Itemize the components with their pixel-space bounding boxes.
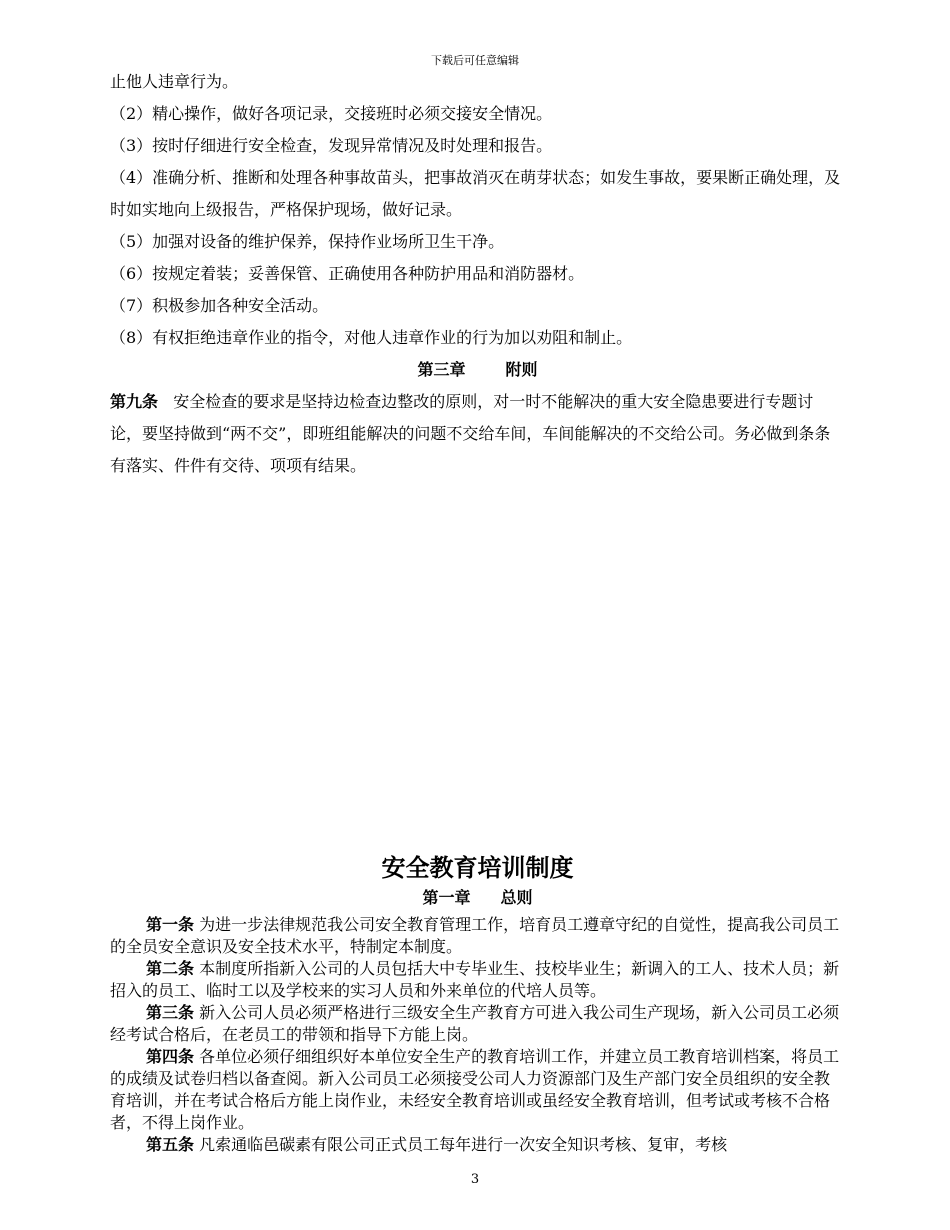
article-paragraph	[110, 958, 845, 1002]
article-paragraph	[110, 1134, 845, 1156]
list-item-6: （6）按规定着装；妥善保管、正确使用各种防护用品和消防器材。	[110, 264, 585, 283]
article-text: 安全检查的要求是坚持边检查边整改的原则，对一时不能解决的重大安全隐患要进行专题讨论，要坚持做到“两不交”，即班组能解决的问题不交给车间，车间能解决的不交给公司。务必做到条条有落实、件件有交待、项项有结果。	[110, 392, 831, 475]
article-text: 为进一步法律规范我公司安全教育管理工作，培育员工遵章守纪的自觉性，提高我公司员工的全员安全意识及安全技术水平，特制定本制度。	[110, 915, 840, 956]
article-paragraph	[110, 914, 845, 958]
article-label: 第五条	[146, 1135, 195, 1154]
article-text: 各单位必须仔细组织好本单位安全生产的教育培训工作，并建立员工教育培训档案，将员工的成绩及试卷归档以备查阅。新入公司员工必须接受公司人力资源部门及生产部门安全员组织的安全教育培训，并在考试合格后方能上岗作业，未经安全教育培训或虽经安全教育培训，但考试或考核不合格者，不得上岗作业。	[110, 1047, 840, 1132]
document-title: 安全教育培训制度	[381, 853, 574, 882]
list-item-4: （4）准确分析、推断和处理各种事故苗头，把事故消灭在萌芽状态；如发生事故，要果断正确处理，及时如实地向上级报告，严格保护现场，做好记录。	[110, 168, 841, 219]
article-label: 第三条	[146, 1003, 195, 1022]
previous-section-continuation	[110, 66, 845, 482]
article-paragraph	[110, 1002, 845, 1046]
list-item-3: （3）按时仔细进行安全检查，发现异常情况及时处理和报告。	[110, 136, 553, 155]
article-paragraph	[110, 1046, 845, 1134]
list-item-8: （8）有权拒绝违章作业的指令，对他人违章作业的行为加以劝阻和制止。	[110, 328, 633, 347]
paragraph-line: 止他人违章行为。	[110, 72, 239, 91]
training-regulation-section	[110, 850, 845, 1156]
article-label: 第二条	[146, 959, 195, 978]
article-text: 凡索通临邑碳素有限公司正式员工每年进行一次安全知识考核、复审，考核	[199, 1135, 728, 1154]
article-label: 第一条	[146, 915, 195, 934]
article-text: 新入公司人员必须严格进行三级安全生产教育方可进入我公司生产现场，新入公司员工必须经考试合格后，在老员工的带领和指导下方能上岗。	[110, 1003, 840, 1044]
list-item-5: （5）加强对设备的维护保养，保持作业场所卫生干净。	[110, 232, 505, 251]
article-paragraph	[110, 386, 845, 482]
list-item-2: （2）精心操作，做好各项记录，交接班时必须交接安全情况。	[110, 104, 553, 123]
article-label: 第九条	[110, 392, 159, 411]
chapter-heading	[110, 354, 845, 386]
article-text: 本制度所指新入公司的人员包括大中专毕业生、技校毕业生；新调入的工人、技术人员；新招入的员工、临时工以及学校来的实习人员和外来单位的代培人员等。	[110, 959, 840, 1000]
page-header: 下载后可任意编辑	[431, 54, 519, 67]
article-label: 第四条	[146, 1047, 195, 1066]
chapter-number: 第三章	[417, 360, 466, 379]
chapter-heading	[110, 886, 845, 910]
page-number: 3	[470, 1172, 480, 1187]
chapter-title: 附则	[505, 360, 538, 379]
list-item-7: （7）积极参加各种安全活动。	[110, 296, 329, 315]
chapter-number: 第一章	[422, 888, 471, 907]
chapter-title: 总则	[500, 888, 533, 907]
